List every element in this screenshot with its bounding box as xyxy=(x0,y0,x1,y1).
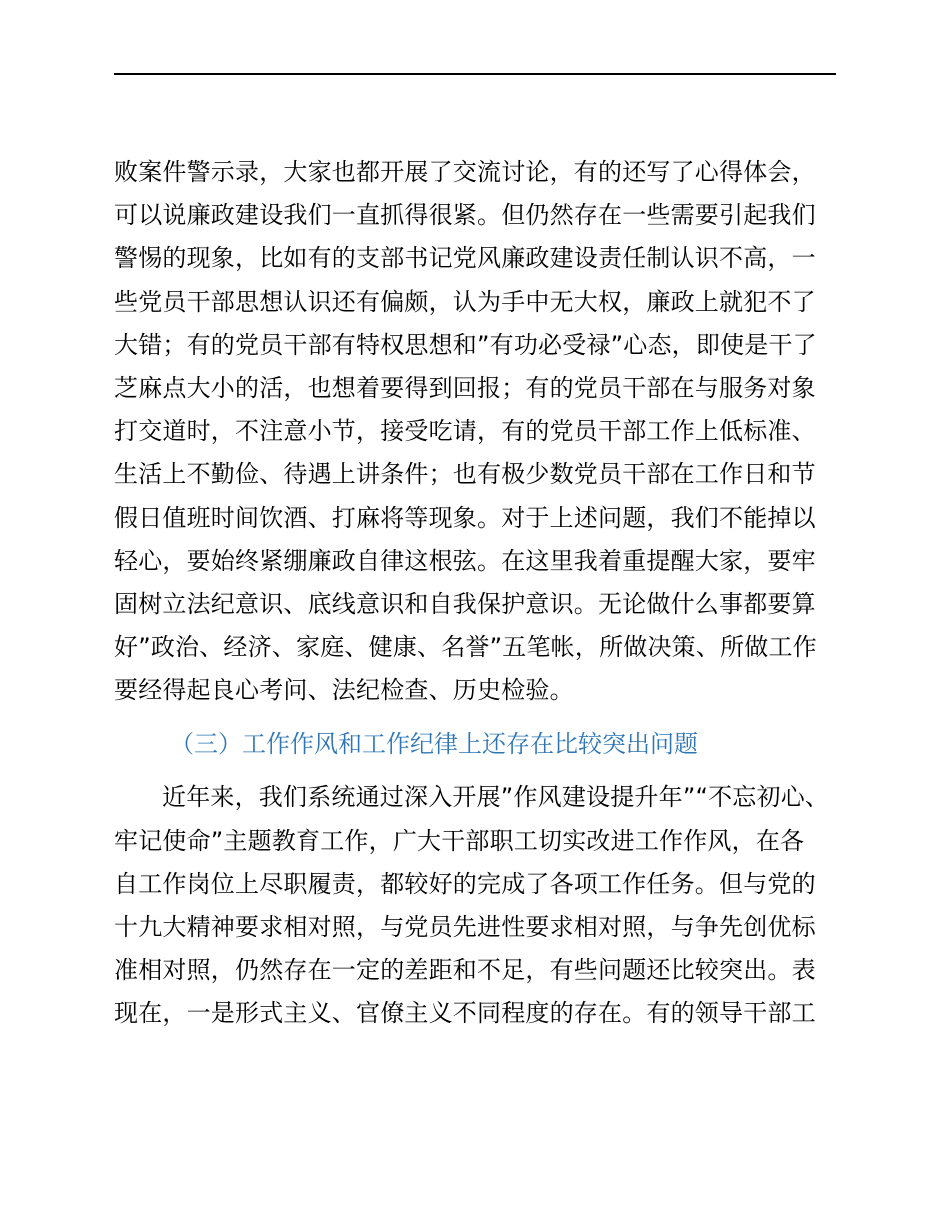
paragraph-line: 现在，一是形式主义、官僚主义不同程度的存在。有的领导干部工 xyxy=(114,999,816,1028)
paragraph-line: 要经得起良心考问、法纪检查、历史检验。 xyxy=(114,676,574,705)
section-heading: （三）工作作风和工作纪律上还存在比较突出问题 xyxy=(170,730,698,759)
paragraph-2 xyxy=(114,776,836,1035)
paragraph-line: 芝麻点大小的活，也想着要得到回报；有的党员干部在与服务对象 xyxy=(114,373,816,402)
paragraph-line: 好”政治、经济、家庭、健康、名誉”五笔帐，所做决策、所做工作 xyxy=(114,633,817,662)
paragraph-line: 生活上不勤俭、待遇上讲条件；也有极少数党员干部在工作日和节 xyxy=(114,460,816,489)
paragraph-line: 准相对照，仍然存在一定的差距和不足，有些问题还比较突出。表 xyxy=(114,956,816,985)
paragraph-line: 警惕的现象，比如有的支部书记党风廉政建设责任制认识不高，一 xyxy=(114,244,816,273)
paragraph-line: 打交道时，不注意小节，接受吃请，有的党员干部工作上低标准、 xyxy=(114,417,816,446)
paragraph-line: 些党员干部思想认识还有偏颇，认为手中无大权，廉政上就犯不了 xyxy=(114,287,816,316)
paragraph-line: 败案件警示录，大家也都开展了交流讨论，有的还写了心得体会， xyxy=(114,158,816,186)
paragraph-line: 轻心，要始终紧绷廉政自律这根弦。在这里我着重提醒大家，要牢 xyxy=(114,546,816,575)
document-body xyxy=(114,151,836,1036)
paragraph-line: 牢记使命”主题教育工作，广大干部职工切实改进工作作风，在各 xyxy=(114,826,805,855)
paragraph-line: 近年来，我们系统通过深入开展”作风建设提升年”“不忘初心、 xyxy=(162,783,830,812)
paragraph-line: 大错；有的党员干部有特权思想和”有功必受禄”心态，即使是干了 xyxy=(114,330,817,359)
paragraph-line: 可以说廉政建设我们一直抓得很紧。但仍然存在一些需要引起我们 xyxy=(114,201,816,230)
header-rule xyxy=(114,73,836,75)
paragraph-line: 十九大精神要求相对照，与党员先进性要求相对照，与争先创优标 xyxy=(114,913,816,941)
paragraph-line: 自工作岗位上尽职履责，都较好的完成了各项工作任务。但与党的 xyxy=(114,869,816,898)
paragraph-1 xyxy=(114,151,836,712)
paragraph-line: 假日值班时间饮酒、打麻将等现象。对于上述问题，我们不能掉以 xyxy=(114,503,816,532)
paragraph-line: 固树立法纪意识、底线意识和自我保护意识。无论做什么事都要算 xyxy=(114,589,816,618)
